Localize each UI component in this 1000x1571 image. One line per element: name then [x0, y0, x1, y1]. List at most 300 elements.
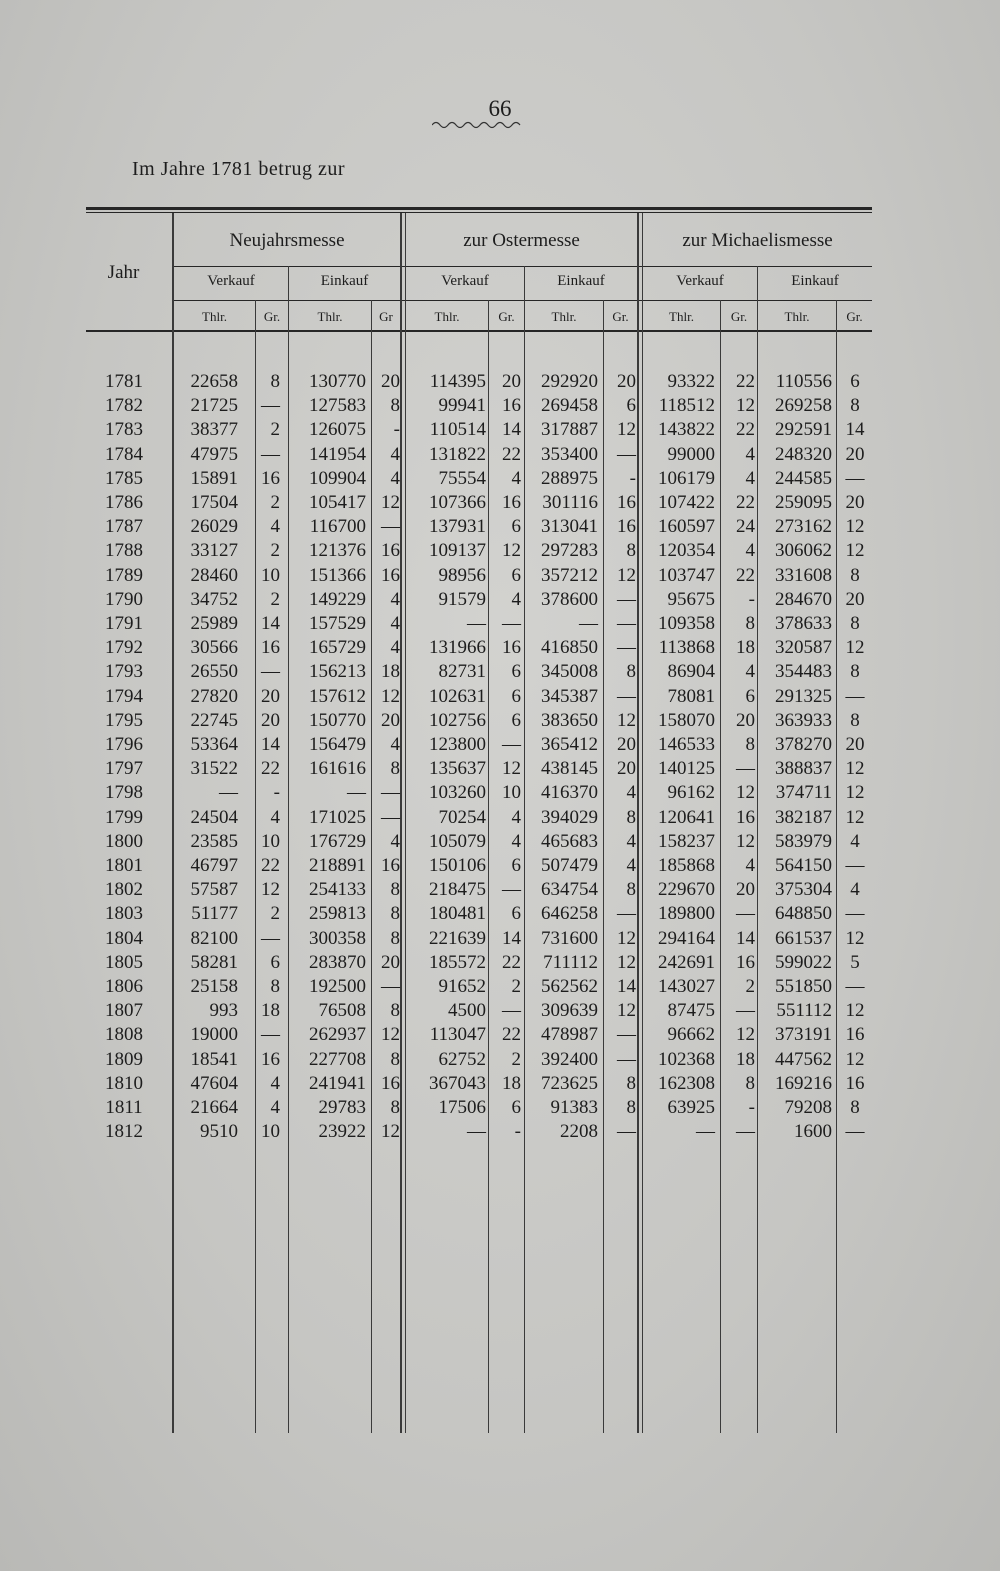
- oster-verkauf-gr: -: [514, 1121, 521, 1143]
- neujahr-einkauf-thlr: 151366: [309, 564, 366, 586]
- oster-einkauf-thlr: —: [579, 613, 598, 634]
- michaelis-einkauf-thlr: 583979: [775, 830, 832, 852]
- neujahr-verkauf-thlr: 9510: [200, 1121, 238, 1143]
- oster-verkauf-gr: 14: [502, 927, 521, 949]
- michaelis-verkauf-thlr: 120354: [658, 540, 715, 562]
- year-cell: 1791: [105, 613, 143, 634]
- table-row: [0, 1023, 1000, 1047]
- oster-verkauf-gr: 12: [502, 540, 521, 562]
- michaelis-verkauf-gr: 12: [736, 782, 755, 804]
- michaelis-verkauf-thlr: 158237: [658, 830, 715, 852]
- neujahr-einkauf-gr: 4: [390, 613, 400, 634]
- oster-verkauf-gr: 4: [511, 467, 521, 489]
- group-header-rule: [172, 266, 872, 267]
- neujahr-einkauf-thlr: 192500: [309, 976, 366, 997]
- table-row: [0, 418, 1000, 442]
- neujahr-verkauf-thlr: 18541: [190, 1048, 238, 1070]
- oster-einkauf-thlr: 723625: [541, 1072, 598, 1094]
- michaelis-verkauf-gr: 8: [745, 734, 755, 755]
- table-row: [0, 951, 1000, 975]
- michaelis-verkauf-thlr: 140125: [658, 758, 715, 780]
- neujahr-einkauf-thlr: 156479: [309, 734, 366, 755]
- neujahr-einkauf-thlr: 150770: [309, 709, 366, 731]
- neujahr-einkauf-gr: 4: [390, 588, 400, 610]
- neujahr-verkauf-gr: 22: [261, 758, 280, 780]
- oster-verkauf-thlr: 135637: [429, 758, 486, 780]
- neujahr-verkauf-gr: 2: [270, 903, 280, 925]
- neujahr-verkauf-thlr: 47975: [190, 443, 238, 465]
- neujahr-einkauf-gr: 8: [390, 903, 400, 925]
- neujahr-einkauf-gr: 16: [381, 540, 400, 562]
- michaelis-einkauf-gr: 8: [850, 395, 860, 417]
- oster-einkauf-gr: 12: [617, 951, 636, 973]
- neujahr-verkauf-thlr: 82100: [190, 927, 238, 949]
- header-unit: Thlr.: [317, 309, 343, 324]
- neujahr-verkauf-gr: 20: [261, 685, 280, 707]
- oster-einkauf-gr: 8: [626, 806, 636, 828]
- neujahr-einkauf-gr: 8: [390, 1000, 400, 1022]
- neujahr-verkauf-thlr: 24504: [190, 806, 238, 828]
- oster-verkauf-gr: 6: [511, 564, 521, 586]
- oster-einkauf-gr: 8: [626, 540, 636, 562]
- oster-verkauf-thlr: —: [467, 613, 486, 634]
- oster-verkauf-thlr: 75554: [438, 467, 486, 489]
- michaelis-einkauf-thlr: 374711: [775, 782, 832, 804]
- table-row: [0, 733, 1000, 757]
- michaelis-verkauf-gr: 12: [736, 395, 755, 417]
- oster-verkauf-gr: 22: [502, 443, 521, 465]
- michaelis-einkauf-thlr: 259095: [775, 492, 832, 513]
- neujahr-verkauf-thlr: 57587: [190, 879, 238, 901]
- michaelis-verkauf-gr: -: [748, 588, 755, 610]
- neujahr-einkauf-thlr: 121376: [309, 540, 366, 562]
- oster-einkauf-thlr: 269458: [541, 395, 598, 417]
- michaelis-verkauf-thlr: 86904: [667, 661, 715, 683]
- neujahr-einkauf-thlr: 176729: [309, 830, 366, 852]
- neujahr-einkauf-thlr: 156213: [309, 661, 366, 683]
- header-unit: Gr.: [263, 309, 281, 324]
- table-row: [0, 902, 1000, 926]
- michaelis-einkauf-gr: 4: [850, 879, 860, 901]
- header-unit: Gr.: [730, 309, 748, 324]
- oster-einkauf-gr: 4: [626, 855, 636, 876]
- table-row: [0, 1072, 1000, 1096]
- oster-verkauf-thlr: 218475: [429, 879, 486, 901]
- neujahr-verkauf-gr: 2: [270, 492, 280, 513]
- oster-verkauf-thlr: 109137: [429, 540, 486, 562]
- michaelis-einkauf-gr: 8: [850, 709, 860, 731]
- neujahr-verkauf-gr: 10: [261, 1121, 280, 1143]
- oster-einkauf-gr: —: [617, 1048, 636, 1070]
- neujahr-verkauf-gr: 18: [261, 1000, 280, 1022]
- michaelis-verkauf-gr: 16: [736, 806, 755, 828]
- intro-text: Im Jahre 1781 betrug zur: [132, 158, 346, 180]
- neujahr-einkauf-thlr: 161616: [309, 758, 366, 780]
- neujahr-verkauf-gr: 20: [261, 709, 280, 731]
- michaelis-einkauf-gr: 20: [845, 443, 865, 465]
- neujahr-verkauf-gr: 4: [270, 806, 280, 828]
- michaelis-verkauf-thlr: 107422: [658, 492, 715, 513]
- table-row: [0, 1096, 1000, 1120]
- oster-verkauf-gr: 6: [511, 1097, 521, 1118]
- michaelis-verkauf-thlr: 242691: [658, 951, 715, 973]
- michaelis-verkauf-gr: 8: [745, 613, 755, 634]
- year-cell: 1795: [105, 709, 143, 731]
- michaelis-einkauf-thlr: 284670: [775, 588, 832, 610]
- oster-einkauf-gr: 20: [617, 371, 636, 392]
- table-row: [0, 1048, 1000, 1072]
- oster-einkauf-thlr: 416370: [541, 782, 598, 804]
- table-top-rule: [86, 207, 872, 210]
- michaelis-einkauf-thlr: 599022: [775, 951, 832, 973]
- oster-einkauf-gr: 8: [626, 879, 636, 901]
- neujahr-verkauf-gr: 22: [261, 855, 280, 876]
- neujahr-einkauf-thlr: 23922: [318, 1121, 366, 1143]
- neujahr-einkauf-gr: —: [381, 516, 400, 538]
- neujahr-verkauf-thlr: 25158: [190, 976, 238, 997]
- oster-verkauf-thlr: 102631: [429, 685, 486, 707]
- year-cell: 1786: [105, 492, 143, 513]
- michaelis-einkauf-gr: 12: [845, 1048, 865, 1070]
- michaelis-einkauf-gr: —: [845, 855, 865, 876]
- neujahr-verkauf-thlr: 25989: [190, 613, 238, 634]
- neujahr-verkauf-gr: 8: [270, 371, 280, 392]
- michaelis-verkauf-gr: —: [736, 1121, 755, 1143]
- neujahr-verkauf-thlr: 47604: [190, 1072, 238, 1094]
- neujahr-einkauf-thlr: 227708: [309, 1048, 366, 1070]
- oster-einkauf-gr: 16: [617, 492, 636, 513]
- michaelis-verkauf-thlr: 160597: [658, 516, 715, 538]
- header-michaelismesse: zur Michaelismesse: [682, 230, 833, 251]
- year-cell: 1811: [105, 1097, 143, 1118]
- michaelis-verkauf-gr: 16: [736, 951, 755, 973]
- neujahr-einkauf-gr: 8: [390, 395, 400, 417]
- michaelis-einkauf-thlr: 378633: [775, 613, 832, 634]
- oster-verkauf-gr: 20: [502, 371, 521, 392]
- table-row: [0, 660, 1000, 684]
- neujahr-einkauf-gr: 4: [390, 734, 400, 755]
- oster-verkauf-gr: —: [502, 1000, 521, 1022]
- oster-einkauf-thlr: 288975: [541, 467, 598, 489]
- header-ostermesse: zur Ostermesse: [463, 230, 580, 251]
- michaelis-einkauf-gr: —: [845, 903, 865, 925]
- neujahr-einkauf-thlr: 262937: [309, 1024, 366, 1046]
- neujahr-verkauf-thlr: —: [219, 782, 238, 804]
- year-cell: 1785: [105, 467, 143, 489]
- oster-verkauf-thlr: 103260: [429, 782, 486, 804]
- year-cell: 1798: [105, 782, 143, 804]
- oster-einkauf-gr: —: [617, 613, 636, 634]
- michaelis-einkauf-gr: 16: [845, 1024, 865, 1046]
- oster-einkauf-gr: 8: [626, 1072, 636, 1094]
- year-cell: 1807: [105, 1000, 143, 1022]
- neujahr-einkauf-thlr: 218891: [309, 855, 366, 876]
- oster-einkauf-thlr: 345008: [541, 661, 598, 683]
- table-row: [0, 806, 1000, 830]
- neujahr-verkauf-gr: 4: [270, 516, 280, 538]
- oster-einkauf-thlr: 2208: [560, 1121, 598, 1143]
- oster-einkauf-thlr: 711112: [543, 951, 598, 973]
- neujahr-einkauf-thlr: 171025: [309, 806, 366, 828]
- year-cell: 1808: [105, 1024, 143, 1046]
- neujahr-verkauf-thlr: 993: [209, 1000, 238, 1022]
- michaelis-einkauf-gr: 4: [850, 830, 860, 852]
- neujahr-einkauf-thlr: 29783: [318, 1097, 366, 1118]
- oster-verkauf-thlr: 107366: [429, 492, 486, 513]
- neujahr-einkauf-thlr: 149229: [309, 588, 366, 610]
- michaelis-verkauf-thlr: 294164: [658, 927, 715, 949]
- table-row: [0, 830, 1000, 854]
- neujahr-einkauf-gr: 4: [390, 637, 400, 659]
- table-top-rule-thin: [86, 212, 872, 213]
- michaelis-verkauf-gr: 6: [745, 685, 755, 707]
- header-oster-einkauf: Einkauf: [557, 273, 605, 289]
- michaelis-verkauf-gr: 4: [745, 540, 755, 562]
- oster-einkauf-gr: —: [617, 443, 636, 465]
- michaelis-verkauf-thlr: 99000: [667, 443, 715, 465]
- neujahr-einkauf-thlr: 283870: [309, 951, 366, 973]
- oster-verkauf-thlr: 91579: [438, 588, 486, 610]
- michaelis-einkauf-gr: 12: [845, 516, 865, 538]
- neujahr-verkauf-thlr: 33127: [190, 540, 238, 562]
- oster-einkauf-gr: 4: [626, 830, 636, 852]
- michaelis-verkauf-thlr: 143027: [658, 976, 715, 997]
- michaelis-einkauf-thlr: 354483: [775, 661, 832, 683]
- neujahr-verkauf-gr: 16: [261, 637, 280, 659]
- oster-verkauf-gr: 4: [511, 588, 521, 610]
- michaelis-verkauf-thlr: 63925: [667, 1097, 715, 1118]
- oster-verkauf-thlr: 150106: [429, 855, 486, 876]
- michaelis-verkauf-thlr: 87475: [667, 1000, 715, 1022]
- table-row: [0, 975, 1000, 999]
- michaelis-einkauf-thlr: 273162: [775, 516, 832, 538]
- neujahr-verkauf-gr: 14: [261, 613, 280, 634]
- michaelis-einkauf-gr: 12: [845, 758, 865, 780]
- header-unit: Thlr.: [551, 309, 577, 324]
- neujahr-einkauf-thlr: 157529: [309, 613, 366, 634]
- neujahr-verkauf-thlr: 15891: [190, 467, 238, 489]
- neujahr-verkauf-gr: 2: [270, 540, 280, 562]
- header-michaelis-einkauf: Einkauf: [791, 273, 839, 289]
- header-jahr: Jahr: [107, 262, 140, 283]
- michaelis-verkauf-thlr: 95675: [667, 588, 715, 610]
- neujahr-einkauf-gr: 16: [381, 564, 400, 586]
- oster-verkauf-thlr: 98956: [438, 564, 486, 586]
- year-cell: 1787: [105, 516, 143, 538]
- oster-einkauf-thlr: 383650: [541, 709, 598, 731]
- michaelis-einkauf-gr: 12: [845, 637, 865, 659]
- oster-einkauf-thlr: 646258: [541, 903, 598, 925]
- year-cell: 1789: [105, 564, 143, 586]
- header-unit: Thlr.: [669, 309, 694, 324]
- table-row: [0, 927, 1000, 951]
- michaelis-einkauf-gr: 20: [845, 588, 865, 610]
- header-oster-verkauf: Verkauf: [441, 273, 489, 289]
- oster-einkauf-thlr: 438145: [541, 758, 598, 780]
- neujahr-einkauf-gr: 8: [390, 927, 400, 949]
- table-row: [0, 564, 1000, 588]
- neujahr-einkauf-gr: 4: [390, 467, 400, 489]
- michaelis-verkauf-gr: —: [736, 1000, 755, 1022]
- neujahr-verkauf-thlr: 58281: [190, 951, 238, 973]
- neujahr-verkauf-gr: 10: [261, 564, 280, 586]
- page-number: 66: [488, 96, 512, 121]
- oster-einkauf-thlr: 91383: [550, 1097, 598, 1118]
- oster-einkauf-thlr: 478987: [541, 1024, 598, 1046]
- oster-verkauf-thlr: 17506: [438, 1097, 486, 1118]
- neujahr-einkauf-gr: 20: [381, 709, 400, 731]
- oster-einkauf-gr: —: [617, 637, 636, 659]
- michaelis-verkauf-gr: 4: [745, 467, 755, 489]
- oster-verkauf-gr: 6: [511, 516, 521, 538]
- header-neujahr-einkauf: Einkauf: [320, 273, 369, 289]
- oster-einkauf-gr: 12: [617, 1000, 636, 1022]
- neujahr-einkauf-gr: 16: [381, 1072, 400, 1094]
- michaelis-verkauf-thlr: 120641: [658, 806, 715, 828]
- michaelis-verkauf-thlr: 106179: [658, 467, 715, 489]
- michaelis-einkauf-gr: 12: [845, 782, 865, 804]
- neujahr-einkauf-gr: 8: [390, 879, 400, 901]
- michaelis-einkauf-gr: 12: [845, 927, 865, 949]
- neujahr-einkauf-gr: 16: [381, 855, 400, 876]
- michaelis-verkauf-thlr: 109358: [658, 613, 715, 634]
- oster-verkauf-thlr: 180481: [429, 903, 486, 925]
- michaelis-einkauf-gr: 14: [845, 419, 865, 441]
- neujahr-verkauf-thlr: 53364: [190, 734, 238, 755]
- michaelis-verkauf-gr: 2: [745, 976, 755, 997]
- michaelis-verkauf-gr: -: [748, 1097, 755, 1118]
- neujahr-verkauf-thlr: 34752: [190, 588, 238, 610]
- neujahr-einkauf-gr: 8: [390, 1048, 400, 1070]
- neujahr-einkauf-gr: 4: [390, 443, 400, 465]
- neujahr-verkauf-gr: 4: [270, 1072, 280, 1094]
- oster-einkauf-thlr: 465683: [541, 830, 598, 852]
- oster-verkauf-thlr: 185572: [429, 951, 486, 973]
- neujahr-verkauf-gr: -: [273, 782, 280, 804]
- michaelis-verkauf-gr: 22: [736, 492, 755, 513]
- michaelis-verkauf-gr: 22: [736, 419, 755, 441]
- neujahr-einkauf-gr: —: [381, 782, 400, 804]
- oster-verkauf-gr: —: [502, 613, 521, 634]
- table-row: [0, 685, 1000, 709]
- michaelis-einkauf-gr: 12: [845, 1000, 865, 1022]
- neujahr-einkauf-thlr: 105417: [309, 492, 366, 513]
- neujahr-verkauf-gr: 8: [270, 976, 280, 997]
- neujahr-verkauf-gr: 16: [261, 467, 280, 489]
- michaelis-verkauf-thlr: 146533: [658, 734, 715, 755]
- michaelis-einkauf-gr: 5: [850, 951, 860, 973]
- neujahr-einkauf-gr: 12: [381, 685, 400, 707]
- michaelis-einkauf-gr: 8: [850, 661, 860, 683]
- year-cell: 1794: [105, 685, 143, 707]
- michaelis-einkauf-gr: 12: [845, 806, 865, 828]
- year-cell: 1788: [105, 540, 143, 562]
- neujahr-einkauf-thlr: 130770: [309, 371, 366, 392]
- year-cell: 1797: [105, 758, 143, 780]
- oster-einkauf-gr: 12: [617, 419, 636, 441]
- michaelis-verkauf-gr: 14: [736, 927, 755, 949]
- sub-header-rule: [172, 300, 872, 301]
- year-cell: 1799: [105, 806, 143, 828]
- michaelis-verkauf-thlr: 96162: [667, 782, 715, 804]
- oster-einkauf-gr: 12: [617, 564, 636, 586]
- michaelis-einkauf-thlr: 306062: [775, 540, 832, 562]
- oster-einkauf-thlr: 357212: [541, 564, 598, 586]
- oster-einkauf-gr: —: [617, 1121, 636, 1143]
- header-unit: Thlr.: [434, 309, 460, 324]
- michaelis-verkauf-gr: 18: [736, 637, 755, 659]
- michaelis-einkauf-thlr: 110556: [775, 371, 832, 392]
- oster-verkauf-thlr: 99941: [438, 395, 486, 417]
- oster-einkauf-gr: 6: [626, 395, 636, 417]
- neujahr-einkauf-thlr: 76508: [318, 1000, 366, 1022]
- michaelis-einkauf-gr: 6: [850, 371, 860, 392]
- neujahr-verkauf-thlr: 23585: [190, 830, 238, 852]
- neujahr-einkauf-gr: 12: [381, 1024, 400, 1046]
- michaelis-einkauf-thlr: 1600: [794, 1121, 832, 1143]
- oster-verkauf-thlr: 131966: [429, 637, 486, 659]
- michaelis-verkauf-thlr: 162308: [658, 1072, 715, 1094]
- michaelis-verkauf-thlr: 229670: [658, 879, 715, 901]
- michaelis-verkauf-thlr: 102368: [658, 1048, 715, 1070]
- year-cell: 1810: [105, 1072, 143, 1094]
- michaelis-einkauf-thlr: 248320: [775, 443, 832, 465]
- neujahr-verkauf-thlr: 46797: [190, 855, 238, 876]
- michaelis-verkauf-thlr: 158070: [658, 709, 715, 731]
- michaelis-verkauf-thlr: 96662: [667, 1024, 715, 1046]
- oster-verkauf-gr: 12: [502, 758, 521, 780]
- oster-verkauf-gr: 6: [511, 903, 521, 925]
- year-cell: 1793: [105, 661, 143, 683]
- neujahr-einkauf-gr: -: [393, 419, 400, 441]
- neujahr-verkauf-gr: —: [261, 395, 280, 417]
- year-cell: 1796: [105, 734, 143, 755]
- header-neujahr-verkauf: Verkauf: [207, 273, 255, 289]
- neujahr-verkauf-gr: 4: [270, 1097, 280, 1118]
- year-cell: 1783: [105, 419, 143, 441]
- oster-einkauf-gr: 4: [626, 782, 636, 804]
- neujahr-verkauf-gr: 14: [261, 734, 280, 755]
- oster-verkauf-thlr: 367043: [429, 1072, 486, 1094]
- michaelis-einkauf-thlr: 331608: [775, 564, 832, 586]
- michaelis-einkauf-thlr: 292591: [775, 419, 832, 441]
- neujahr-einkauf-thlr: 127583: [309, 395, 366, 417]
- michaelis-verkauf-gr: 12: [736, 830, 755, 852]
- neujahr-verkauf-thlr: 26029: [190, 516, 238, 538]
- michaelis-verkauf-gr: —: [736, 903, 755, 925]
- table-row: [0, 539, 1000, 563]
- year-cell: 1806: [105, 976, 143, 997]
- oster-verkauf-thlr: —: [467, 1121, 486, 1143]
- oster-einkauf-thlr: 378600: [541, 588, 598, 610]
- neujahr-verkauf-thlr: 22658: [190, 371, 238, 392]
- neujahr-einkauf-gr: 8: [390, 1097, 400, 1118]
- michaelis-einkauf-gr: 20: [845, 734, 865, 755]
- oster-einkauf-gr: —: [617, 588, 636, 610]
- oster-verkauf-thlr: 113047: [429, 1024, 486, 1046]
- year-cell: 1804: [105, 927, 143, 949]
- oster-verkauf-thlr: 82731: [438, 661, 486, 683]
- table-row: [0, 854, 1000, 878]
- neujahr-einkauf-gr: 12: [381, 1121, 400, 1143]
- neujahr-verkauf-gr: —: [261, 1024, 280, 1046]
- michaelis-verkauf-thlr: 103747: [658, 564, 715, 586]
- table-row: [0, 394, 1000, 418]
- michaelis-einkauf-thlr: 169216: [775, 1072, 832, 1094]
- oster-verkauf-thlr: 123800: [429, 734, 486, 755]
- oster-einkauf-thlr: 317887: [541, 419, 598, 441]
- oster-einkauf-thlr: 365412: [541, 734, 598, 755]
